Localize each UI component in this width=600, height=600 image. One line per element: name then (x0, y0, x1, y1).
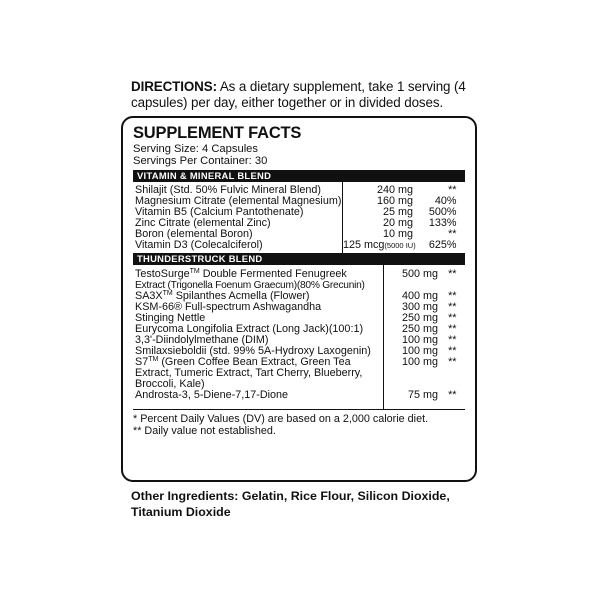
ingredient-name-text: SA3X (135, 290, 163, 302)
other-ingredients: Other Ingredients: Gelatin, Rice Flour, Silicon Dioxide, Titanium Dioxide (131, 489, 450, 519)
ingredient-name: Androsta-3, 5-Diene-7,17-Dione (133, 390, 384, 409)
ingredient-name: Magnesium Citrate (elemental Magnesium) (135, 195, 342, 207)
directions-body: As a dietary supplement, take 1 serving (4 capsules) per day, either together or in divided doses. (131, 79, 466, 110)
ingredient-name: Vitamin D3 (Colecalciferol) (133, 240, 343, 253)
ingredient-name (133, 265, 384, 291)
ingredient-dv: ** (448, 184, 457, 196)
ingredient-amount: 400 mg (401, 290, 438, 302)
amount-value: 125 mcg (343, 239, 385, 251)
table-row (133, 265, 465, 291)
ingredient-amount: 250 mg (401, 323, 438, 335)
ingredient-name (133, 357, 384, 390)
ingredient-amount: 160 mg (376, 195, 413, 207)
vitamin-blend-table (133, 182, 465, 253)
ingredient-dv: ** (448, 389, 457, 401)
table-row (133, 390, 465, 409)
supplement-facts-title: SUPPLEMENT FACTS (133, 124, 302, 142)
vitamin-blend-header: VITAMIN & MINERAL BLEND (133, 170, 465, 182)
ingredient-dv: 500% (428, 206, 457, 218)
ingredient-amount: 20 mg (382, 217, 413, 229)
ingredient-amount: 100 mg (401, 356, 438, 368)
ingredient-name-rest: Spilanthes Acmella (Flower) (172, 290, 310, 302)
ingredient-dv: 625% (428, 239, 457, 251)
ingredient-dv: ** (448, 345, 457, 357)
thunderstruck-blend-table (133, 265, 465, 409)
trademark-mark: TM (162, 290, 173, 297)
ingredient-name: Smilaxsieboldii (std. 99% 5A-Hydroxy Laxogenin) (133, 346, 384, 357)
ingredient-name: Shilajit (Std. 50% Fulvic Mineral Blend) (133, 182, 343, 196)
ingredient-name-line3: Broccoli, Kale) (135, 378, 205, 390)
ingredient-dv: ** (448, 356, 457, 368)
ingredient-name-rest: (Green Coffee Bean Extract, Green Tea (158, 356, 351, 368)
ingredient-name: Eurycoma Longifolia Extract (Long Jack)(100:1) (133, 324, 384, 335)
ingredient-name-text: S7 (135, 356, 149, 368)
footnotes (133, 409, 465, 437)
footnote-daily-values: * Percent Daily Values (DV) are based on a 2,000 calorie diet. (133, 413, 429, 425)
ingredient-name: Boron (elemental Boron) (133, 229, 343, 240)
ingredient-name: Vitamin B5 (Calcium Pantothenate) (133, 207, 343, 218)
ingredient-dv: 40% (434, 195, 457, 207)
ingredient-amount: 250 mg (401, 312, 438, 324)
ingredient-name: Zinc Citrate (elemental Zinc) (133, 218, 343, 229)
directions-label: DIRECTIONS: (131, 79, 217, 94)
ingredient-name: KSM-66® Full-spectrum Ashwagandha (133, 302, 384, 313)
ingredient-name-text: TestoSurge (135, 268, 190, 280)
ingredient-dv: ** (448, 228, 457, 240)
thunderstruck-blend-header: THUNDERSTRUCK BLEND (133, 253, 465, 265)
ingredient-amount (343, 240, 418, 253)
ingredient-amount: 10 mg (382, 228, 413, 240)
ingredient-name: 3,3'-Diindolylmethane (DIM) (133, 335, 384, 346)
ingredient-dv: ** (448, 334, 457, 346)
amount-note: (5000 IU) (384, 241, 416, 250)
ingredient-amount: 300 mg (401, 301, 438, 313)
ingredient-amount: 100 mg (401, 334, 438, 346)
table-row (133, 357, 465, 390)
ingredient-name-line2: Extract (Trigonella Foenum Graecum)(80% Grecunin) (135, 280, 365, 291)
ingredient-amount: 500 mg (401, 268, 438, 280)
footnote-not-established: ** Daily value not established. (133, 424, 276, 437)
directions-text (131, 79, 481, 111)
ingredient-dv: ** (448, 312, 457, 324)
ingredient-amount: 240 mg (376, 184, 413, 196)
ingredient-dv: ** (448, 268, 457, 280)
ingredient-amount: 25 mg (382, 206, 413, 218)
servings-per-container: Servings Per Container: 30 (133, 155, 268, 167)
ingredient-dv: ** (448, 323, 457, 335)
ingredient-name-line2: Extract, Tumeric Extract, Tart Cherry, Blueberry, (135, 367, 363, 379)
ingredient-dv: ** (448, 301, 457, 313)
ingredient-amount: 75 mg (407, 389, 438, 401)
ingredient-dv: ** (448, 290, 457, 302)
table-row (133, 182, 465, 196)
trademark-mark: TM (148, 356, 159, 363)
ingredient-name: Stinging Nettle (133, 313, 384, 324)
ingredient-name-rest: Double Fermented Fenugreek (199, 268, 347, 280)
serving-size: Serving Size: 4 Capsules (133, 143, 258, 155)
ingredient-dv: 133% (428, 217, 457, 229)
ingredient-amount: 100 mg (401, 345, 438, 357)
trademark-mark: TM (189, 268, 200, 275)
supplement-facts-panel (121, 116, 477, 482)
table-row (133, 240, 465, 253)
